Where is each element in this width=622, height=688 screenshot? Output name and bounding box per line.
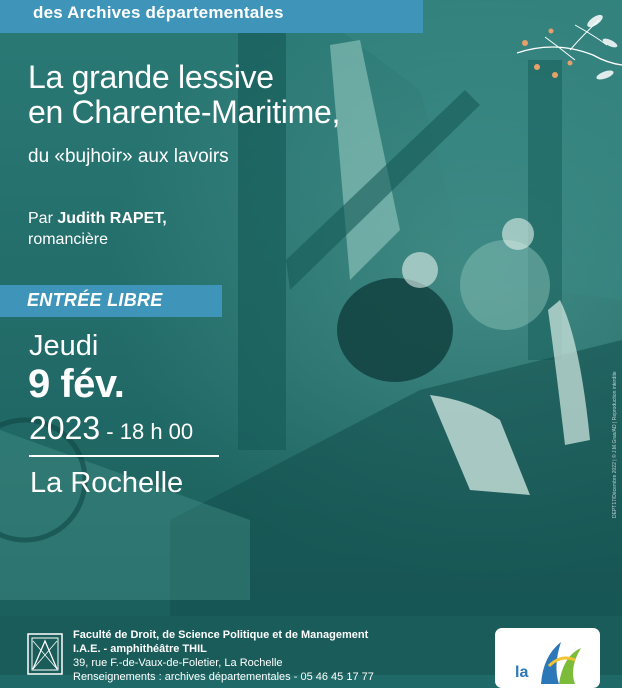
venue-line1: Faculté de Droit, de Science Politique et de Management <box>73 629 369 641</box>
event-weekday: Jeudi <box>29 330 99 362</box>
header-band <box>0 0 423 33</box>
free-entry-label: ENTRÉE LIBRE <box>27 290 163 310</box>
venue-info <box>73 628 374 684</box>
speaker-name: Judith RAPET, <box>57 210 167 227</box>
photo-credit <box>600 318 618 518</box>
event-date: 9 fév. <box>28 362 125 406</box>
branch-decoration-icon <box>515 15 622 100</box>
date-divider <box>29 455 219 457</box>
event-city: La Rochelle <box>30 467 184 499</box>
free-entry-band <box>0 285 222 317</box>
venue-line2: I.A.E. - amphithéâtre THIL <box>73 643 207 655</box>
university-logo <box>27 633 63 675</box>
photo-credit-text: DEPT17/Décembre 2022 | © J.M.Gras/AD | Reproduction interdite <box>612 371 618 518</box>
department-logo <box>495 628 600 688</box>
department-logo-text: la <box>515 664 529 681</box>
speaker <box>28 208 167 250</box>
speaker-prefix: Par <box>28 210 53 227</box>
header-band-text: des Archives départementales <box>33 3 284 22</box>
event-subtitle: du «bujhoir» aux lavoirs <box>28 146 229 167</box>
event-year-time <box>29 410 193 447</box>
venue-contact: Renseignements : archives départementales - 05 46 45 17 77 <box>73 671 374 683</box>
event-title-line1: La grande lessive <box>28 59 274 95</box>
speaker-role: romancière <box>28 231 109 248</box>
event-year: 2023 <box>29 410 101 446</box>
event-title <box>28 60 340 130</box>
event-title-line2: en Charente-Maritime, <box>28 94 341 130</box>
event-time: - 18 h 00 <box>100 419 194 444</box>
venue-address: 39, rue F.-de-Vaux-de-Foletier, La Rochelle <box>73 657 283 669</box>
department-logo-mark <box>535 636 585 688</box>
